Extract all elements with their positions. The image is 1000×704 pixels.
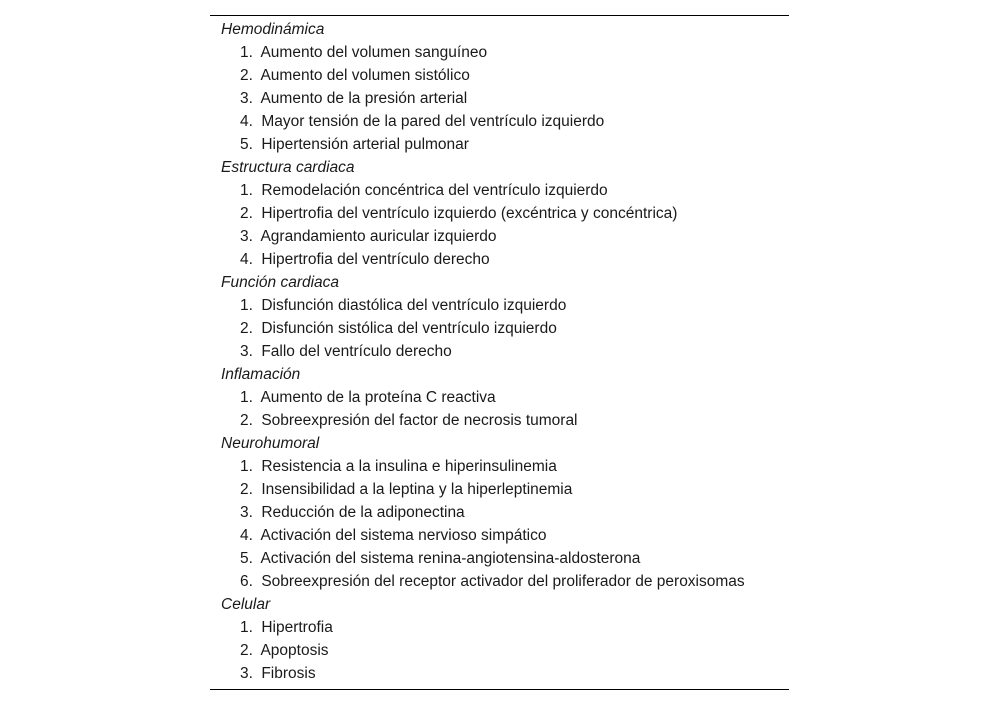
item-text: Fibrosis [261,665,316,682]
item-number: 1. [240,44,253,61]
item-number: 3. [240,90,253,107]
list-item [210,524,789,547]
findings-table [210,15,789,690]
item-number: 4. [240,527,253,544]
list-item [210,662,789,685]
item-number: 2. [240,481,253,498]
item-text: Activación del sistema renina-angiotensina-aldosterona [260,550,641,567]
item-number: 5. [240,136,253,153]
item-text: Hipertensión arterial pulmonar [261,136,469,153]
list-item [210,570,789,593]
list-item [210,478,789,501]
item-text: Activación del sistema nervioso simpático [260,527,547,544]
item-text: Sobreexpresión del factor de necrosis tumoral [261,412,578,429]
section-title: Celular [221,596,271,613]
item-number: 2. [240,320,253,337]
section-title: Estructura cardiaca [221,159,355,176]
item-number: 5. [240,550,253,567]
item-number: 6. [240,573,253,590]
section-neurohumoral [210,432,789,593]
item-number: 3. [240,228,253,245]
section-inflamacion [210,363,789,432]
section-title: Hemodinámica [221,21,325,38]
item-number: 4. [240,251,253,268]
list-item [210,386,789,409]
list-item [210,639,789,662]
list-item [210,87,789,110]
item-number: 3. [240,504,253,521]
section-title: Inflamación [221,366,301,383]
item-text: Disfunción diastólica del ventrículo izquierdo [261,297,567,314]
item-number: 2. [240,412,253,429]
item-number: 1. [240,389,253,406]
item-number: 1. [240,182,253,199]
list-item [210,616,789,639]
item-text: Hipertrofia [261,619,333,636]
list-item [210,317,789,340]
item-number: 2. [240,205,253,222]
item-number: 2. [240,642,253,659]
list-item [210,179,789,202]
section-title: Función cardiaca [221,274,340,291]
item-text: Aumento del volumen sistólico [260,67,470,84]
item-number: 3. [240,665,253,682]
item-text: Sobreexpresión del receptor activador del proliferador de peroxisomas [261,573,745,590]
item-text: Mayor tensión de la pared del ventrículo izquierdo [261,113,605,130]
item-text: Resistencia a la insulina e hiperinsulinemia [261,458,557,475]
list-item [210,294,789,317]
item-number: 1. [240,458,253,475]
list-item [210,133,789,156]
list-item [210,248,789,271]
list-item [210,110,789,133]
list-item [210,501,789,524]
item-text: Insensibilidad a la leptina y la hiperleptinemia [261,481,573,498]
section-funcion-cardiaca [210,271,789,363]
item-text: Remodelación concéntrica del ventrículo izquierdo [261,182,608,199]
item-text: Reducción de la adiponectina [261,504,465,521]
section-hemodinamica [210,18,789,156]
item-text: Disfunción sistólica del ventrículo izquierdo [261,320,557,337]
list-item [210,225,789,248]
item-number: 3. [240,343,253,360]
list-item [210,41,789,64]
item-text: Agrandamiento auricular izquierdo [260,228,497,245]
item-text: Aumento de la presión arterial [260,90,468,107]
item-text: Fallo del ventrículo derecho [261,343,452,360]
item-text: Hipertrofia del ventrículo izquierdo (excéntrica y concéntrica) [261,205,678,222]
list-item [210,409,789,432]
item-number: 1. [240,619,253,636]
list-item [210,547,789,570]
section-celular [210,593,789,685]
item-number: 1. [240,297,253,314]
list-item [210,455,789,478]
list-item [210,64,789,87]
item-number: 2. [240,67,253,84]
item-text: Apoptosis [260,642,329,659]
item-number: 4. [240,113,253,130]
item-text: Aumento del volumen sanguíneo [260,44,488,61]
list-item [210,202,789,225]
section-title: Neurohumoral [221,435,320,452]
item-text: Hipertrofia del ventrículo derecho [261,251,490,268]
section-estructura-cardiaca [210,156,789,271]
list-item [210,340,789,363]
item-text: Aumento de la proteína C reactiva [260,389,496,406]
